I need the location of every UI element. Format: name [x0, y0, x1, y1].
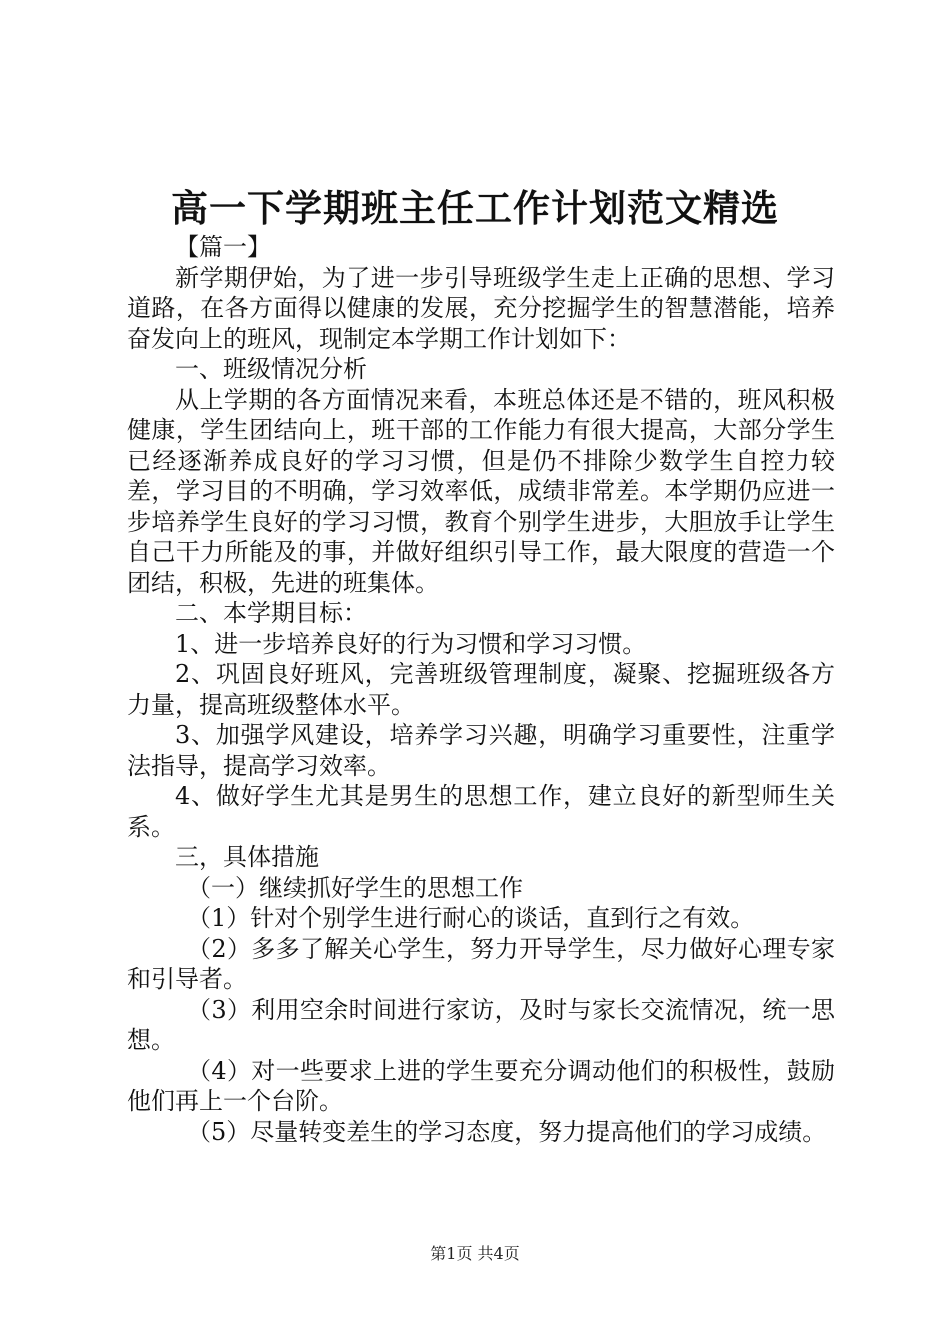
document-body [127, 232, 835, 1147]
section-heading: 三，具体措施 [175, 843, 319, 871]
list-item: 1、进一步培养良好的行为习惯和学习习惯。 [175, 629, 647, 658]
list-item: （2）多多了解关心学生，努力开导学生，尽力做好心理专家和引导者。 [127, 934, 835, 993]
list-item: （4）对一些要求上进的学生要充分调动他们的积极性，鼓励他们再上一个台阶。 [127, 1056, 835, 1115]
section-heading: 一、班级情况分析 [175, 355, 367, 383]
section-label: 【篇一】 [175, 233, 271, 261]
list-item: 3、加强学风建设，培养学习兴趣，明确学习重要性，注重学法指导，提高学习效率。 [127, 721, 835, 780]
body-paragraph: 从上学期的各方面情况来看，本班总体还是不错的，班风积极健康，学生团结向上，班干部的工作能力有很大提高，大部分学生已经逐渐养成良好的学习习惯，但是仍不排除少数学生自控力较差，学习目的不明确，学习效率低，成绩非常差。本学期仍应进一步培养学生良好的学习习惯，教育个别学生进步，大胆放手让学生自己干力所能及的事，并做好组织引导工作，最大限度的营造一个团结，积极，先进的班集体。 [127, 385, 835, 597]
list-item: （1）针对个别学生进行耐心的谈话，直到行之有效。 [187, 904, 755, 932]
list-item: （5）尽量转变差生的学习态度，努力提高他们的学习成绩。 [187, 1117, 827, 1146]
intro-paragraph: 新学期伊始，为了进一步引导班级学生走上正确的思想、学习道路，在各方面得以健康的发展，充分挖掘学生的智慧潜能，培养奋发向上的班风，现制定本学期工作计划如下： [127, 263, 835, 353]
section-heading: 二、本学期目标： [175, 599, 367, 627]
list-item: （3）利用空余时间进行家访，及时与家长交流情况，统一思想。 [127, 995, 835, 1054]
document-title: 高一下学期班主任工作计划范文精选 [171, 186, 779, 230]
list-item: 2、巩固良好班风，完善班级管理制度，凝聚、挖掘班级各方力量，提高班级整体水平。 [127, 660, 835, 719]
subsection-heading: （一）继续抓好学生的思想工作 [187, 873, 523, 902]
list-item: 4、做好学生尤其是男生的思想工作，建立良好的新型师生关系。 [127, 782, 835, 841]
page-number-footer: 第1页 共4页 [430, 1244, 520, 1263]
